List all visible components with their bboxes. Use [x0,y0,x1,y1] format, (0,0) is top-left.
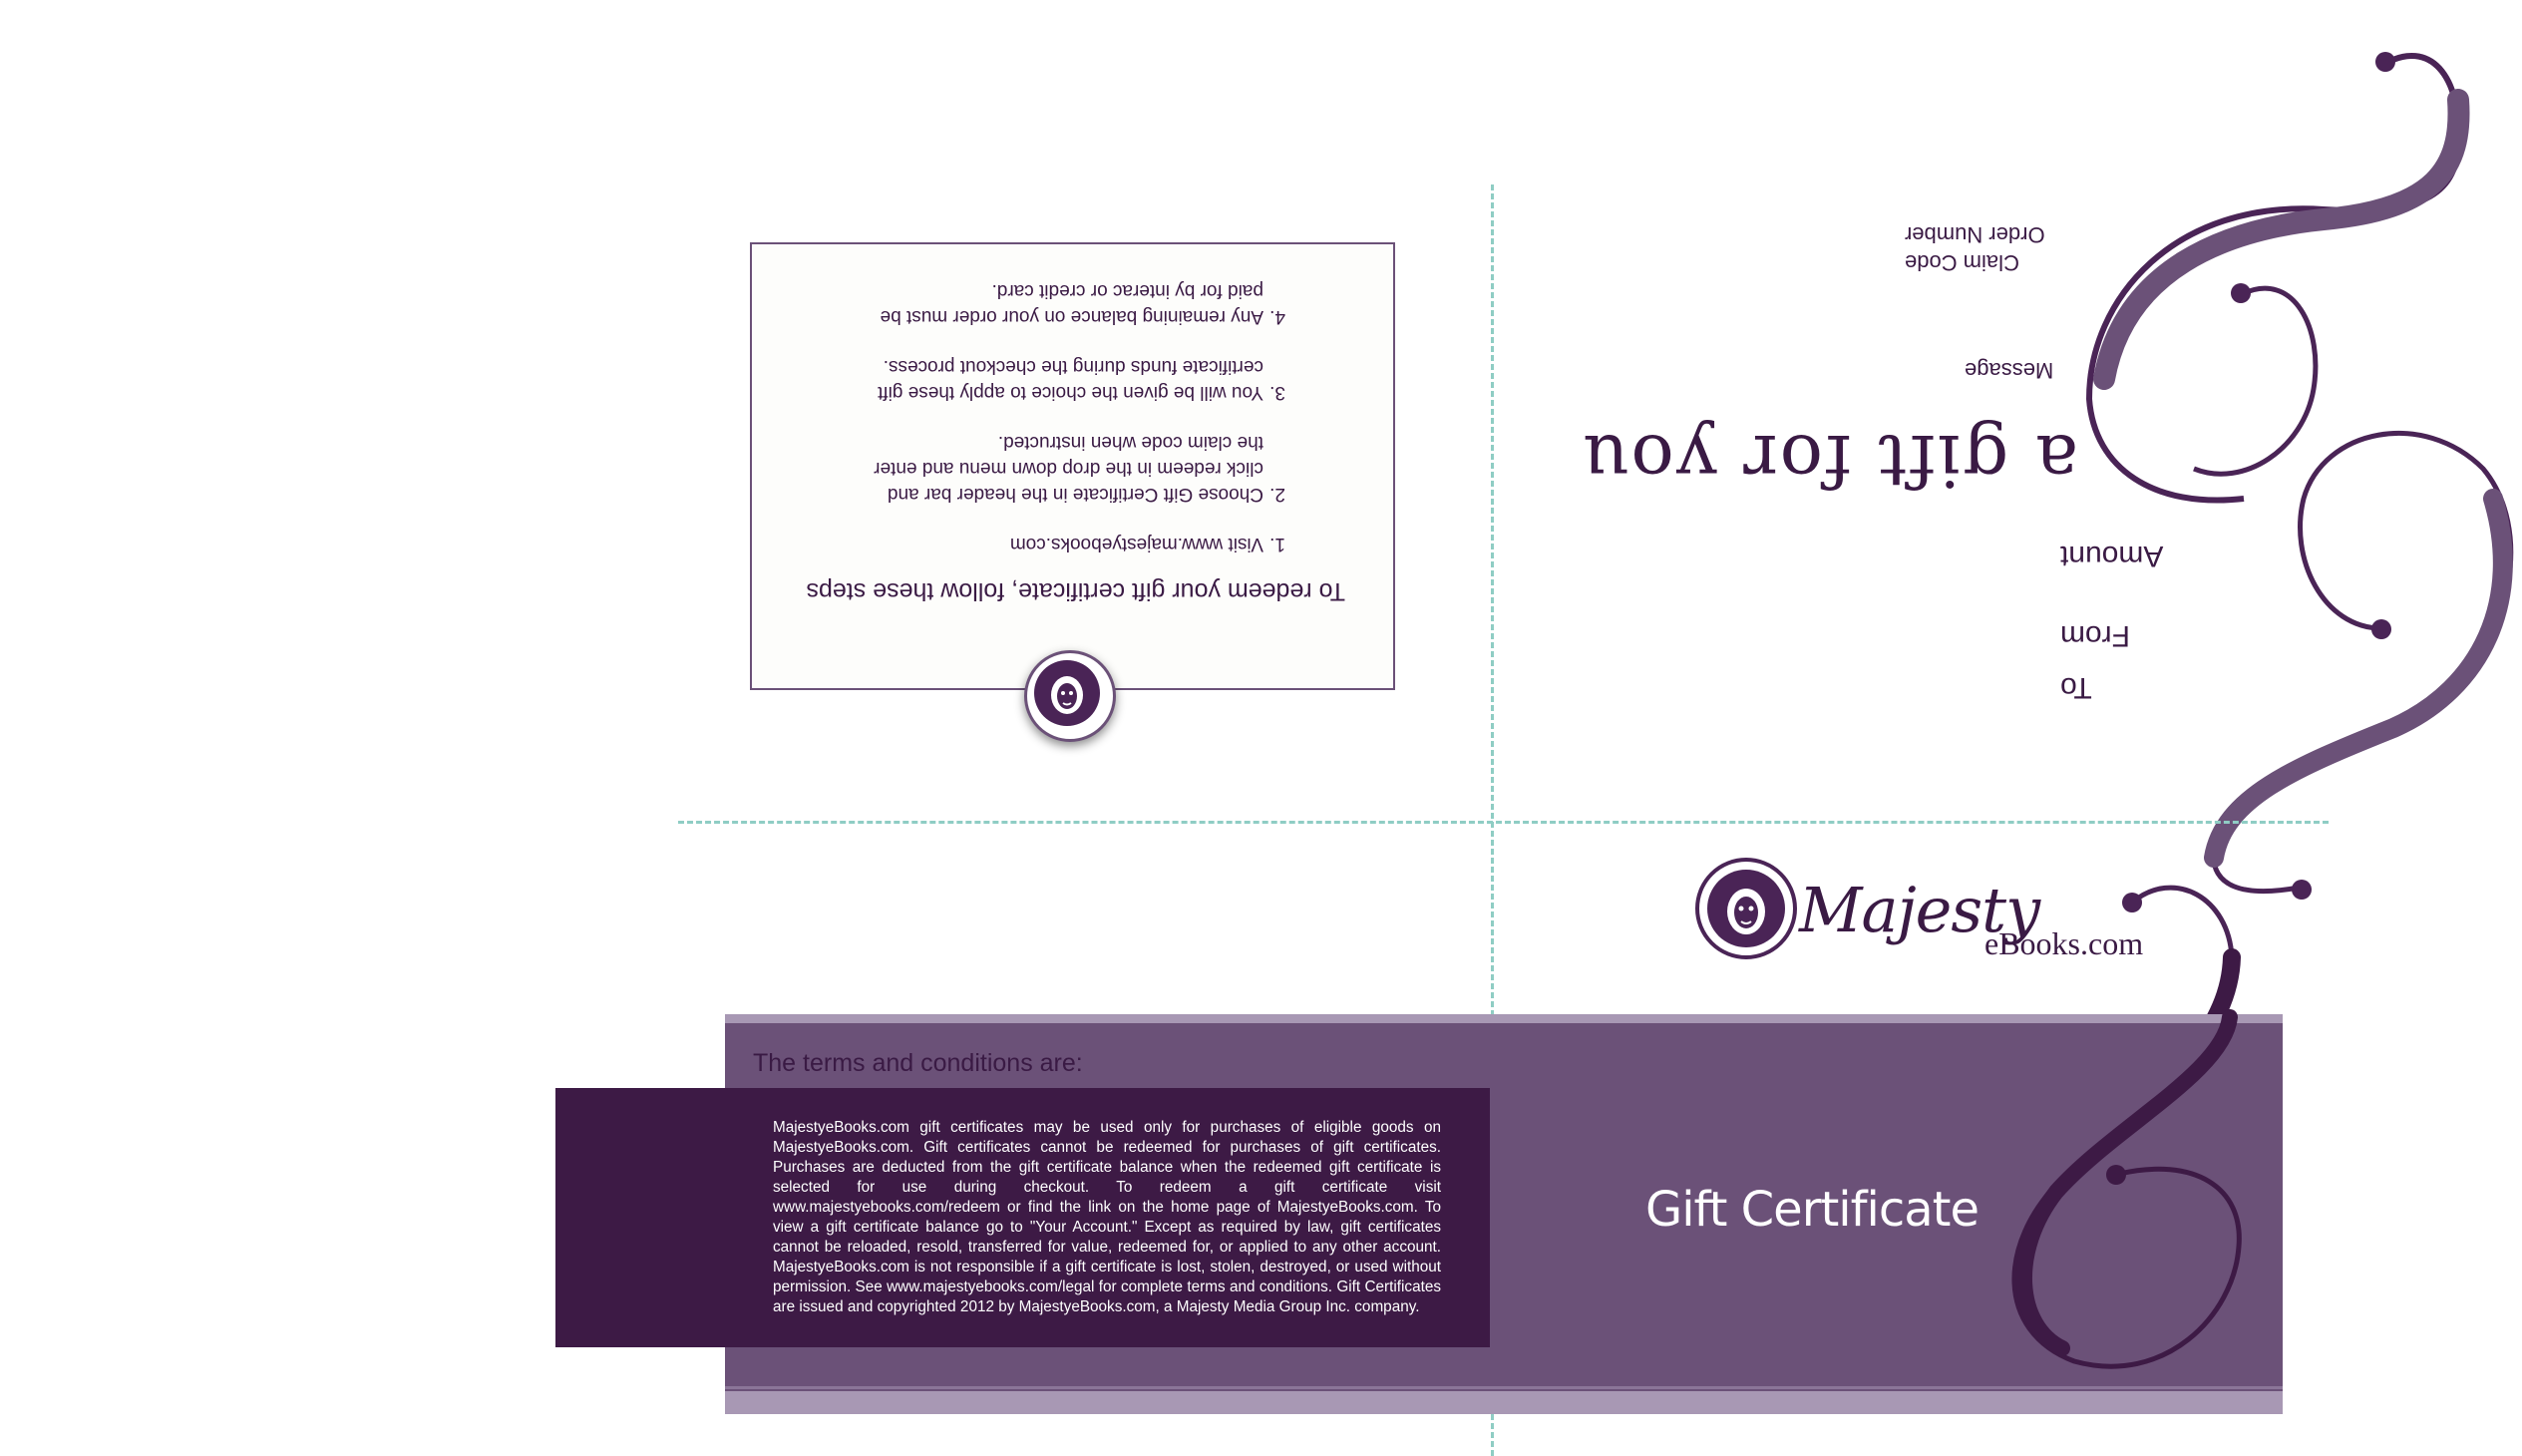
gift-certificate-title: Gift Certificate [1645,1182,1979,1238]
swirl-band-thick [2024,1017,2230,1348]
step-line: paid for by interac or credit card. [991,280,1263,301]
to-label: To [2060,671,2092,704]
step-line: click redeem in the drop down menu and enter [874,458,1263,479]
swirl-dot [2106,1165,2126,1185]
step-line: Choose Gift Certificate in the header bar and [887,484,1263,505]
logo-suffix: eBooks.com [1984,925,2144,961]
step-line: the claim code when instructed. [997,432,1263,453]
step-number: 4. [1269,306,1285,327]
step-line: You will be given the choice to apply these gift [878,382,1263,403]
terms-body: MajestyeBooks.com gift certificates may be used only for purchases of eligible goods on MajestyeBooks.com. Gift certificates cannot be redeemed for purchases of gift certificates. Purchases are deducted from the gift certificate balance when the redeemed gift certificate is selected for use during checkout. To redeem a gift certificate visit www.majestyebooks.com/redeem or find the link on the home page of MajestyeBooks.com. To view a gift certificate balance go to "Your Account." Except as required by law, gift certificates cannot be reloaded, resold, transferred for value, redeemed for, or applied to any other account. MajestyeBooks.com is not responsible if a gift certificate is lost, stolen, destroyed, or used without permission. See www.majestyebooks.com/legal for complete terms and conditions. Gift Certificates are issued and copyrighted 2012 by MajestyeBooks.com, a Majesty Media Group Inc. company. [773,1119,1441,1315]
step-number: 2. [1269,484,1285,505]
order-number-label: Order Number [1905,222,2045,247]
logo-wordmark: Majesty [1799,874,2040,946]
step-number: 3. [1269,382,1285,403]
step-line: Visit www.majestyebooks.com [1009,534,1263,554]
claim-code-label: Claim Code [1905,250,2019,275]
amount-label: Amount [2060,540,2164,572]
redeem-title: To redeem your gift certificate, follow these steps [806,577,1345,605]
gift-tagline: a gift for you [1581,419,2079,503]
message-label: Message [1965,358,2054,383]
step-line: certificate funds during the checkout process. [883,356,1263,377]
step-line: Any remaining balance on your order must be [880,306,1263,327]
from-label: From [2060,619,2130,652]
step-number: 1. [1269,534,1285,554]
terms-heading: The terms and conditions are: [753,1049,1083,1077]
